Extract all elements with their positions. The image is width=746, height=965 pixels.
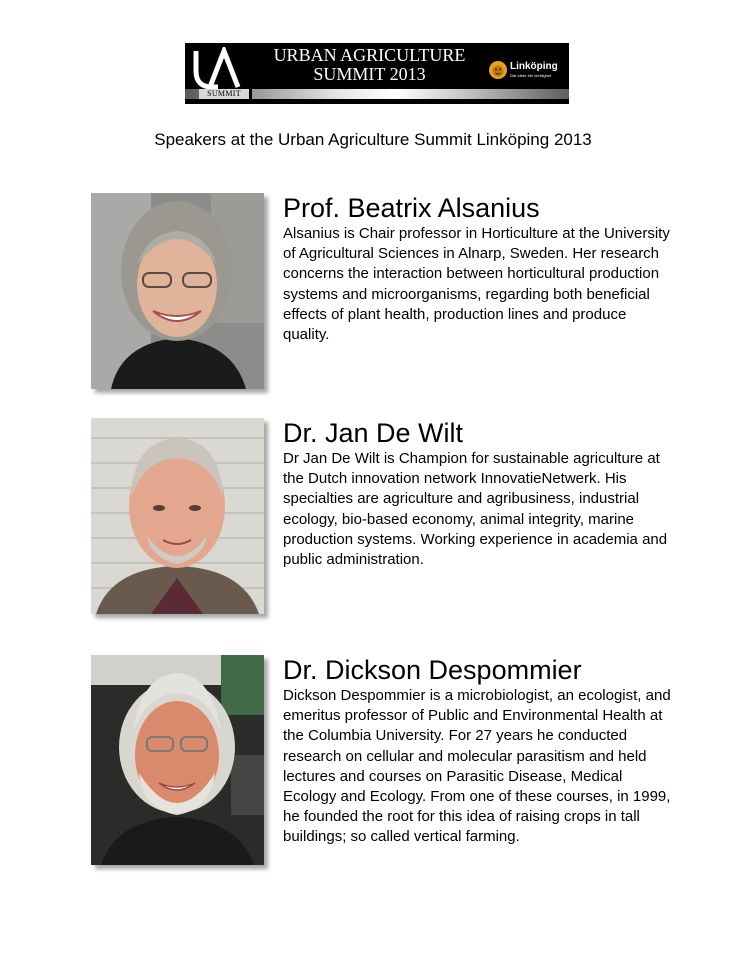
speaker-name: Prof. Beatrix Alsanius <box>283 193 540 223</box>
summit-banner <box>185 43 569 104</box>
speaker-info <box>283 655 675 848</box>
banner-title-line2: SUMMIT 2013 <box>313 64 426 84</box>
speaker-photo <box>91 418 264 614</box>
summit-tag: SUMMIT <box>199 89 252 99</box>
linkoping-lion-icon <box>488 60 508 80</box>
speaker-photo <box>91 655 264 865</box>
page-title: Speakers at the Urban Agriculture Summit Linköping 2013 <box>154 130 592 149</box>
partner-name: Linköping <box>510 61 558 72</box>
ua-logo-icon <box>192 47 242 91</box>
speaker-name: Dr. Dickson Despommier <box>283 655 582 685</box>
partner-tagline: Där idéer blir verklighet <box>510 73 552 78</box>
speaker-bio: Alsanius is Chair professor in Horticulture at the University of Agricultural Sciences in Alnarp, Sweden. Her research concerns the interaction between horticultural production systems and microorganisms, regarding both beneficial effects of plant health, production lines and produce quality. <box>283 225 670 344</box>
speaker-bio: Dr Jan De Wilt is Champion for sustainable agriculture at the Dutch innovation network InnovatieNetwerk. His specialties are agriculture and agribusiness, industrial ecology, bio-based economy, animal integrity, marine production systems. Working experience in academia and public administration. <box>283 450 668 569</box>
portrait-icon <box>91 418 264 614</box>
speaker-bio: Dickson Despommier is a microbiologist, an ecologist, and emeritus professor of Public and Environmental Health at the Columbia University. For 27 years he conducted research on cellular and molecular parasitism and held lectures and courses on Parasitic Disease, Medical Ecology and Ecology. From one of these courses, in 1999, he founded the root for this idea of raising crops in tall buildings; so called vertical farming. <box>283 687 671 846</box>
speaker-info <box>283 418 675 570</box>
portrait-icon <box>91 655 264 865</box>
speaker-info <box>283 193 675 345</box>
portrait-icon <box>91 193 264 389</box>
banner-title <box>257 46 482 84</box>
speaker-name: Dr. Jan De Wilt <box>283 418 464 448</box>
speaker-photo <box>91 193 264 389</box>
banner-title-line1: URBAN AGRICULTURE <box>273 45 466 65</box>
